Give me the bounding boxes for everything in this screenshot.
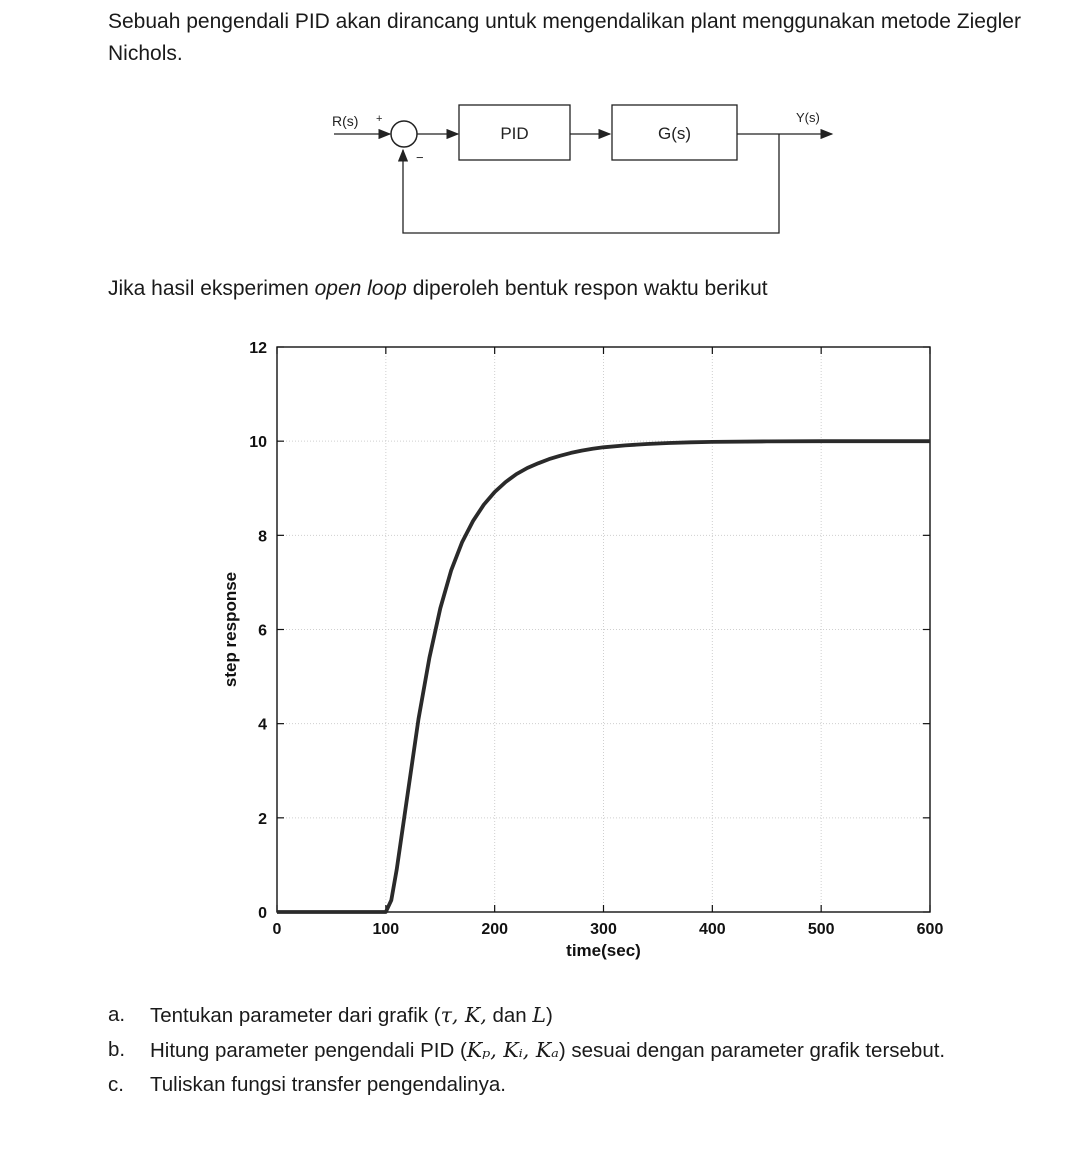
intro-paragraph: Sebuah pengendali PID akan dirancang untuk mengendalikan plant menggunakan metode Ziegler Nichols.: [108, 10, 1021, 65]
step-response-line: [277, 441, 930, 912]
x-tick-label: 300: [590, 921, 617, 938]
experiment-text-after: diperoleh bentuk respon waktu berikut: [406, 277, 768, 300]
question-math: Kₚ, Kᵢ, Kₐ: [466, 1038, 559, 1062]
question-text-part: dan: [486, 1004, 533, 1027]
question-list: [108, 998, 945, 1102]
question-math: τ, K,: [440, 1003, 487, 1027]
x-tick-label: 0: [272, 921, 282, 938]
x-tick-label: 400: [698, 921, 726, 938]
y-tick-label: 10: [249, 434, 267, 452]
x-tick-label: 200: [481, 921, 509, 938]
chart-grid: [277, 347, 930, 912]
output-label: Y(s): [796, 110, 820, 125]
y-tick-label: 4: [258, 716, 267, 734]
y-axis-label: step response: [221, 571, 240, 688]
plus-sign: +: [376, 113, 383, 125]
question-text-part: ): [546, 1004, 553, 1027]
experiment-text-emphasis: open loop: [314, 277, 407, 300]
question-text: [150, 998, 553, 1033]
experiment-text-before: Jika hasil eksperimen: [108, 277, 315, 300]
input-label: R(s): [332, 113, 359, 129]
question-marker: a.: [108, 1003, 126, 1026]
y-tick-label: 0: [258, 905, 267, 922]
y-tick-label: 8: [258, 528, 267, 546]
question-text-part: Hitung parameter pengendali PID (: [150, 1039, 467, 1062]
y-tick-label: 12: [249, 340, 267, 357]
x-tick-label: 600: [916, 921, 944, 938]
question-item-b: [108, 1033, 945, 1068]
question-text-part: Tentukan parameter dari grafik (: [150, 1004, 441, 1027]
question-marker: b.: [108, 1038, 126, 1061]
block-diagram: [320, 98, 840, 238]
question-text-part: ) sesuai dengan parameter grafik tersebut.: [558, 1039, 946, 1062]
x-tick-label: 100: [372, 921, 400, 938]
summing-junction: [391, 121, 417, 147]
question-item-a: [108, 998, 945, 1033]
question-marker: c.: [108, 1073, 124, 1096]
question-text: Tuliskan fungsi transfer pengendalinya.: [150, 1073, 506, 1096]
x-tick-label: 500: [807, 921, 835, 938]
minus-sign: −: [416, 150, 424, 165]
y-tick-label: 6: [258, 622, 267, 640]
x-axis-label: time(sec): [566, 941, 641, 960]
plant-label: G(s): [657, 124, 692, 143]
y-tick-label: 2: [258, 810, 267, 828]
step-response-chart: [210, 335, 970, 975]
question-math: L: [532, 1003, 547, 1027]
chart-ticks: [249, 340, 943, 938]
question-item-c: [108, 1068, 945, 1102]
experiment-paragraph: [108, 273, 768, 305]
question-text: [150, 1033, 945, 1068]
pid-label: PID: [500, 124, 529, 143]
